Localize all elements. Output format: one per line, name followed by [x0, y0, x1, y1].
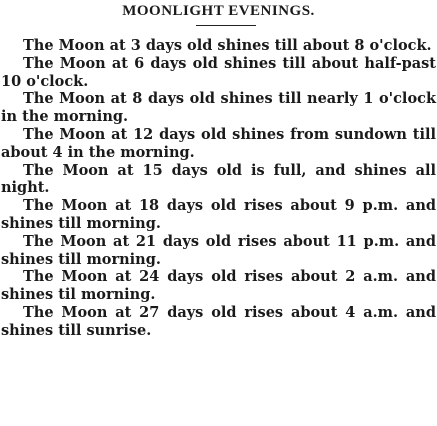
moon-entry-21-days: The Moon at 21 days old rises about 11 p.m. and shines till morning. — [1, 232, 436, 268]
moon-entry-24-days: The Moon at 24 days old rises about 2 a.m. and shines til morning. — [1, 268, 436, 304]
moon-entry-15-days: The Moon at 15 days old is full, and shines all night. — [1, 161, 436, 197]
moon-entry-3-days: The Moon at 3 days old shines till about 8 o'clock. — [23, 37, 432, 54]
moon-entry-18-days: The Moon at 18 days old rises about 9 p.m. and shines till morning. — [1, 197, 436, 232]
article-title: MOONLIGHT EVENINGS. — [122, 3, 315, 19]
title-divider — [196, 25, 256, 26]
moon-entry-6-days: The Moon at 6 days old shines till about half-past 10 o'clock. — [1, 54, 436, 90]
moon-entry-27-days: The Moon at 27 days old rises about 4 a.m. and shines till sunrise. — [1, 303, 436, 339]
moon-entry-8-days: The Moon at 8 days old shines till nearly 1 o'clock in the morning. — [1, 90, 436, 126]
moon-entry-12-days: The Moon at 12 days old shines from sundown till about 4 in the morning. — [1, 125, 436, 161]
moon-phase-list — [0, 37, 437, 340]
